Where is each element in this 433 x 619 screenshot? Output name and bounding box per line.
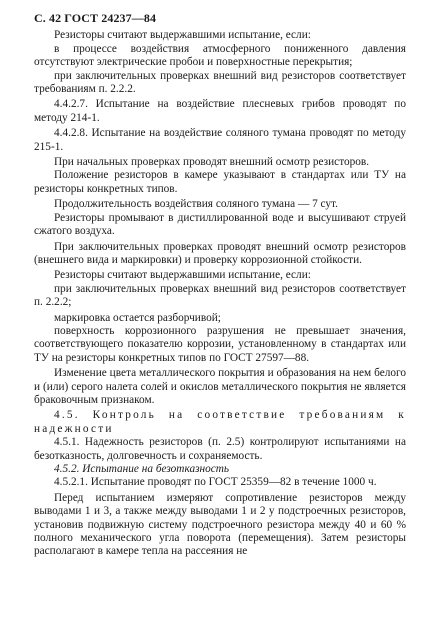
paragraph: Резисторы промывают в дистиллированной воде и высушивают струей сжатого воздуха. [34,211,406,238]
subsection-heading-4-5-2: 4.5.2. Испытание на безотказность [54,463,230,475]
document-page [34,12,406,559]
paragraph: При заключительных проверках проводят внешний осмотр резисторов (внешнего вида и маркировки) и проверку коррозионной стойкости. [34,240,406,266]
paragraph: Положение резисторов в камере указывают в стандартах или ТУ на резисторы конкретных типов. [34,169,406,195]
paragraph: 4.5.1. Надежность резисторов (п. 2.5) контролируют испытаниями на безотказность, долговечность и сохраняемость. [34,436,406,462]
paragraph: маркировка остается разборчивой; [54,311,221,324]
paragraph: Резисторы считают выдержавшими испытание, если: [54,29,311,42]
paragraph: 4.4.2.7. Испытание на воздействие плесневых грибов проводят по методу 214-1. [34,98,406,124]
paragraph: При начальных проверках проводят внешний осмотр резисторов. [54,156,370,169]
paragraph: Изменение цвета металлического покрытия и образования на нем белого и (или) серого налета солей и окислов металлического покрытия не является браковочным признаком. [34,367,406,406]
paragraph: поверхность коррозионного разрушения не превышает значения, соответствующего показателю коррозии, установленному в стандартах или ТУ на резисторы конкретных типов по ГОСТ 27597—88. [34,324,406,364]
paragraph: Резисторы считают выдержавшими испытание, если: [54,269,311,282]
paragraph: 4.4.2.8. Испытание на воздействие соляного тумана проводят по методу 215-1. [34,127,406,153]
paragraph: Перед испытанием измеряют сопротивление резисторов между выводами 1 и 3, а также между выводами 1 и 2 у подстроечных резисторов, установив подвижную систему подстроечного резистора между 40 и 60 % полного механического угла поворота (перемещения). Затем резисторы располагают в камере тепла на рассеяния не [34,491,406,558]
paragraph: при заключительных проверках внешний вид резисторов соответствует п. 2.2.2; [34,282,406,309]
paragraph: 4.5.2.1. Испытание проводят по ГОСТ 25359—82 в течение 1000 ч. [54,476,377,489]
paragraph: в процессе воздействия атмосферного пониженного давления отсутствуют электрические пробои и поверхностные перекрытия; [34,42,406,69]
paragraph: Продолжительность воздействия соляного тумана — 7 сут. [54,198,338,211]
paragraph: при заключительных проверках внешний вид резисторов соответствует требованиям п. 2.2.2. [34,69,406,96]
page-header: С. 42 ГОСТ 24237—84 [34,11,157,25]
section-heading-4-5: 4.5. Контроль на соответствие требованиям к надежности [34,409,406,435]
